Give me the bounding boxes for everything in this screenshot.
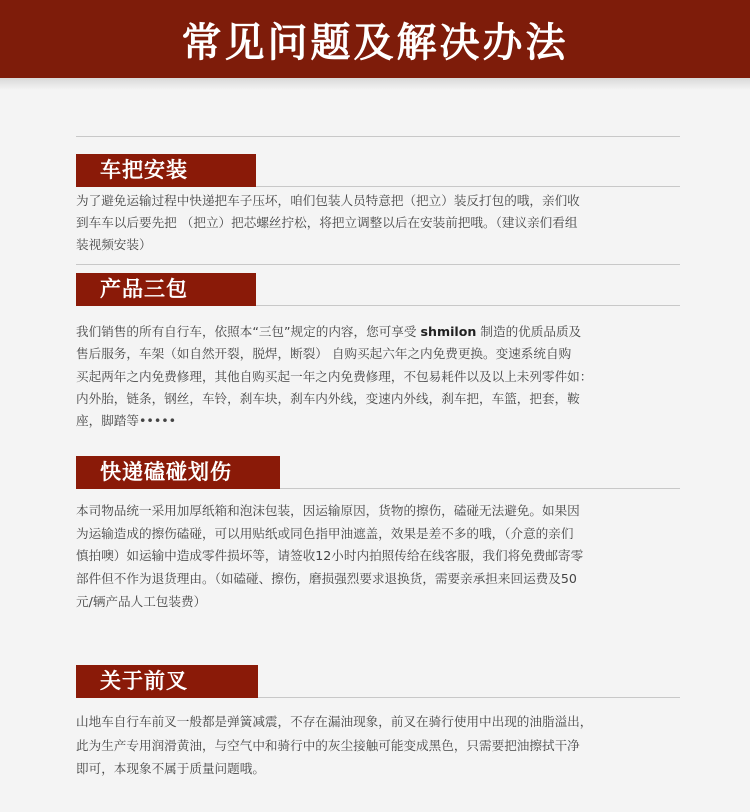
section-text-line: 此为生产专用润滑黄油，与空气中和骑行中的灰尘接触可能变成黑色，只需要把油擦拭干净	[76, 738, 580, 753]
section-text-line: 内外胎，链条，钢丝，车铃，刹车块，刹车内外线，变速内外线，刹车把，车篮，把套，鞍	[76, 391, 580, 406]
section-text-line: 座，脚踏等•••••	[76, 413, 177, 428]
section-text-line: 本司物品统一采用加厚纸箱和泡沫包装，因运输原因，货物的擦伤，磕碰无法避免。如果因	[76, 503, 580, 518]
section-text-line	[76, 321, 581, 342]
warranty-text-before-brand: 我们销售的所有自行车，依照本“三包”规定的内容，您可享受	[76, 324, 417, 339]
section-text-line: 山地车自行车前叉一般都是弹簧减震，不存在漏油现象，前叉在骑行使用中出现的油脂溢出，	[76, 714, 593, 729]
header-shadow	[0, 78, 750, 90]
section-divider	[256, 186, 680, 187]
section-text-line: 部件但不作为退货理由。（如磕碰、擦伤，磨损强烈要求退换货，需要亲承担来回运费及50	[76, 571, 577, 586]
section-divider	[256, 305, 680, 306]
warranty-text-after-brand: 制造的优质品质及	[480, 324, 582, 339]
section-text-line: 到车车以后要先把 （把立）把芯螺丝拧松，将把立调整以后在安装前把哦。（建议亲们看组	[76, 215, 578, 230]
section-text-line: 为运输造成的擦伤磕碰，可以用贴纸或同色指甲油遮盖，效果是差不多的哦，（介意的亲们	[76, 526, 574, 541]
section-title-warranty: 产品三包	[76, 273, 256, 306]
section-divider	[258, 697, 680, 698]
brand-name: shmilon	[420, 324, 477, 339]
section-text-line: 售后服务，车架（如自然开裂，脱焊，断裂） 自购买起六年之内免费更换。变速系统自购	[76, 346, 572, 361]
top-divider	[76, 136, 680, 137]
section-text-line: 装视频安装）	[76, 237, 152, 252]
section-text-line: 买起两年之内免费修理，其他自购买起一年之内免费修理，不包易耗件以及以上未列零件如：	[76, 369, 593, 384]
section-text-line: 即可，本现象不属于质量问题哦。	[76, 761, 265, 776]
page-header	[0, 0, 750, 78]
section-text-line: 元/辆产品人工包装费）	[76, 594, 207, 609]
section-title-shipping: 快递磕碰划伤	[76, 456, 280, 489]
section-separator	[76, 264, 680, 265]
section-title-fork: 关于前叉	[76, 665, 258, 698]
page-title: 常见问题及解决办法	[181, 19, 569, 66]
section-text-line: 慎拍噢）如运输中造成零件损坏等，请签收12小时内拍照传给在线客服，我们将免费邮寄零	[76, 548, 584, 563]
section-text-line: 为了避免运输过程中快递把车子压坏，咱们包装人员特意把（把立）装反打包的哦，亲们收	[76, 193, 580, 208]
section-divider	[280, 488, 680, 489]
section-title-handlebar: 车把安装	[76, 154, 256, 187]
